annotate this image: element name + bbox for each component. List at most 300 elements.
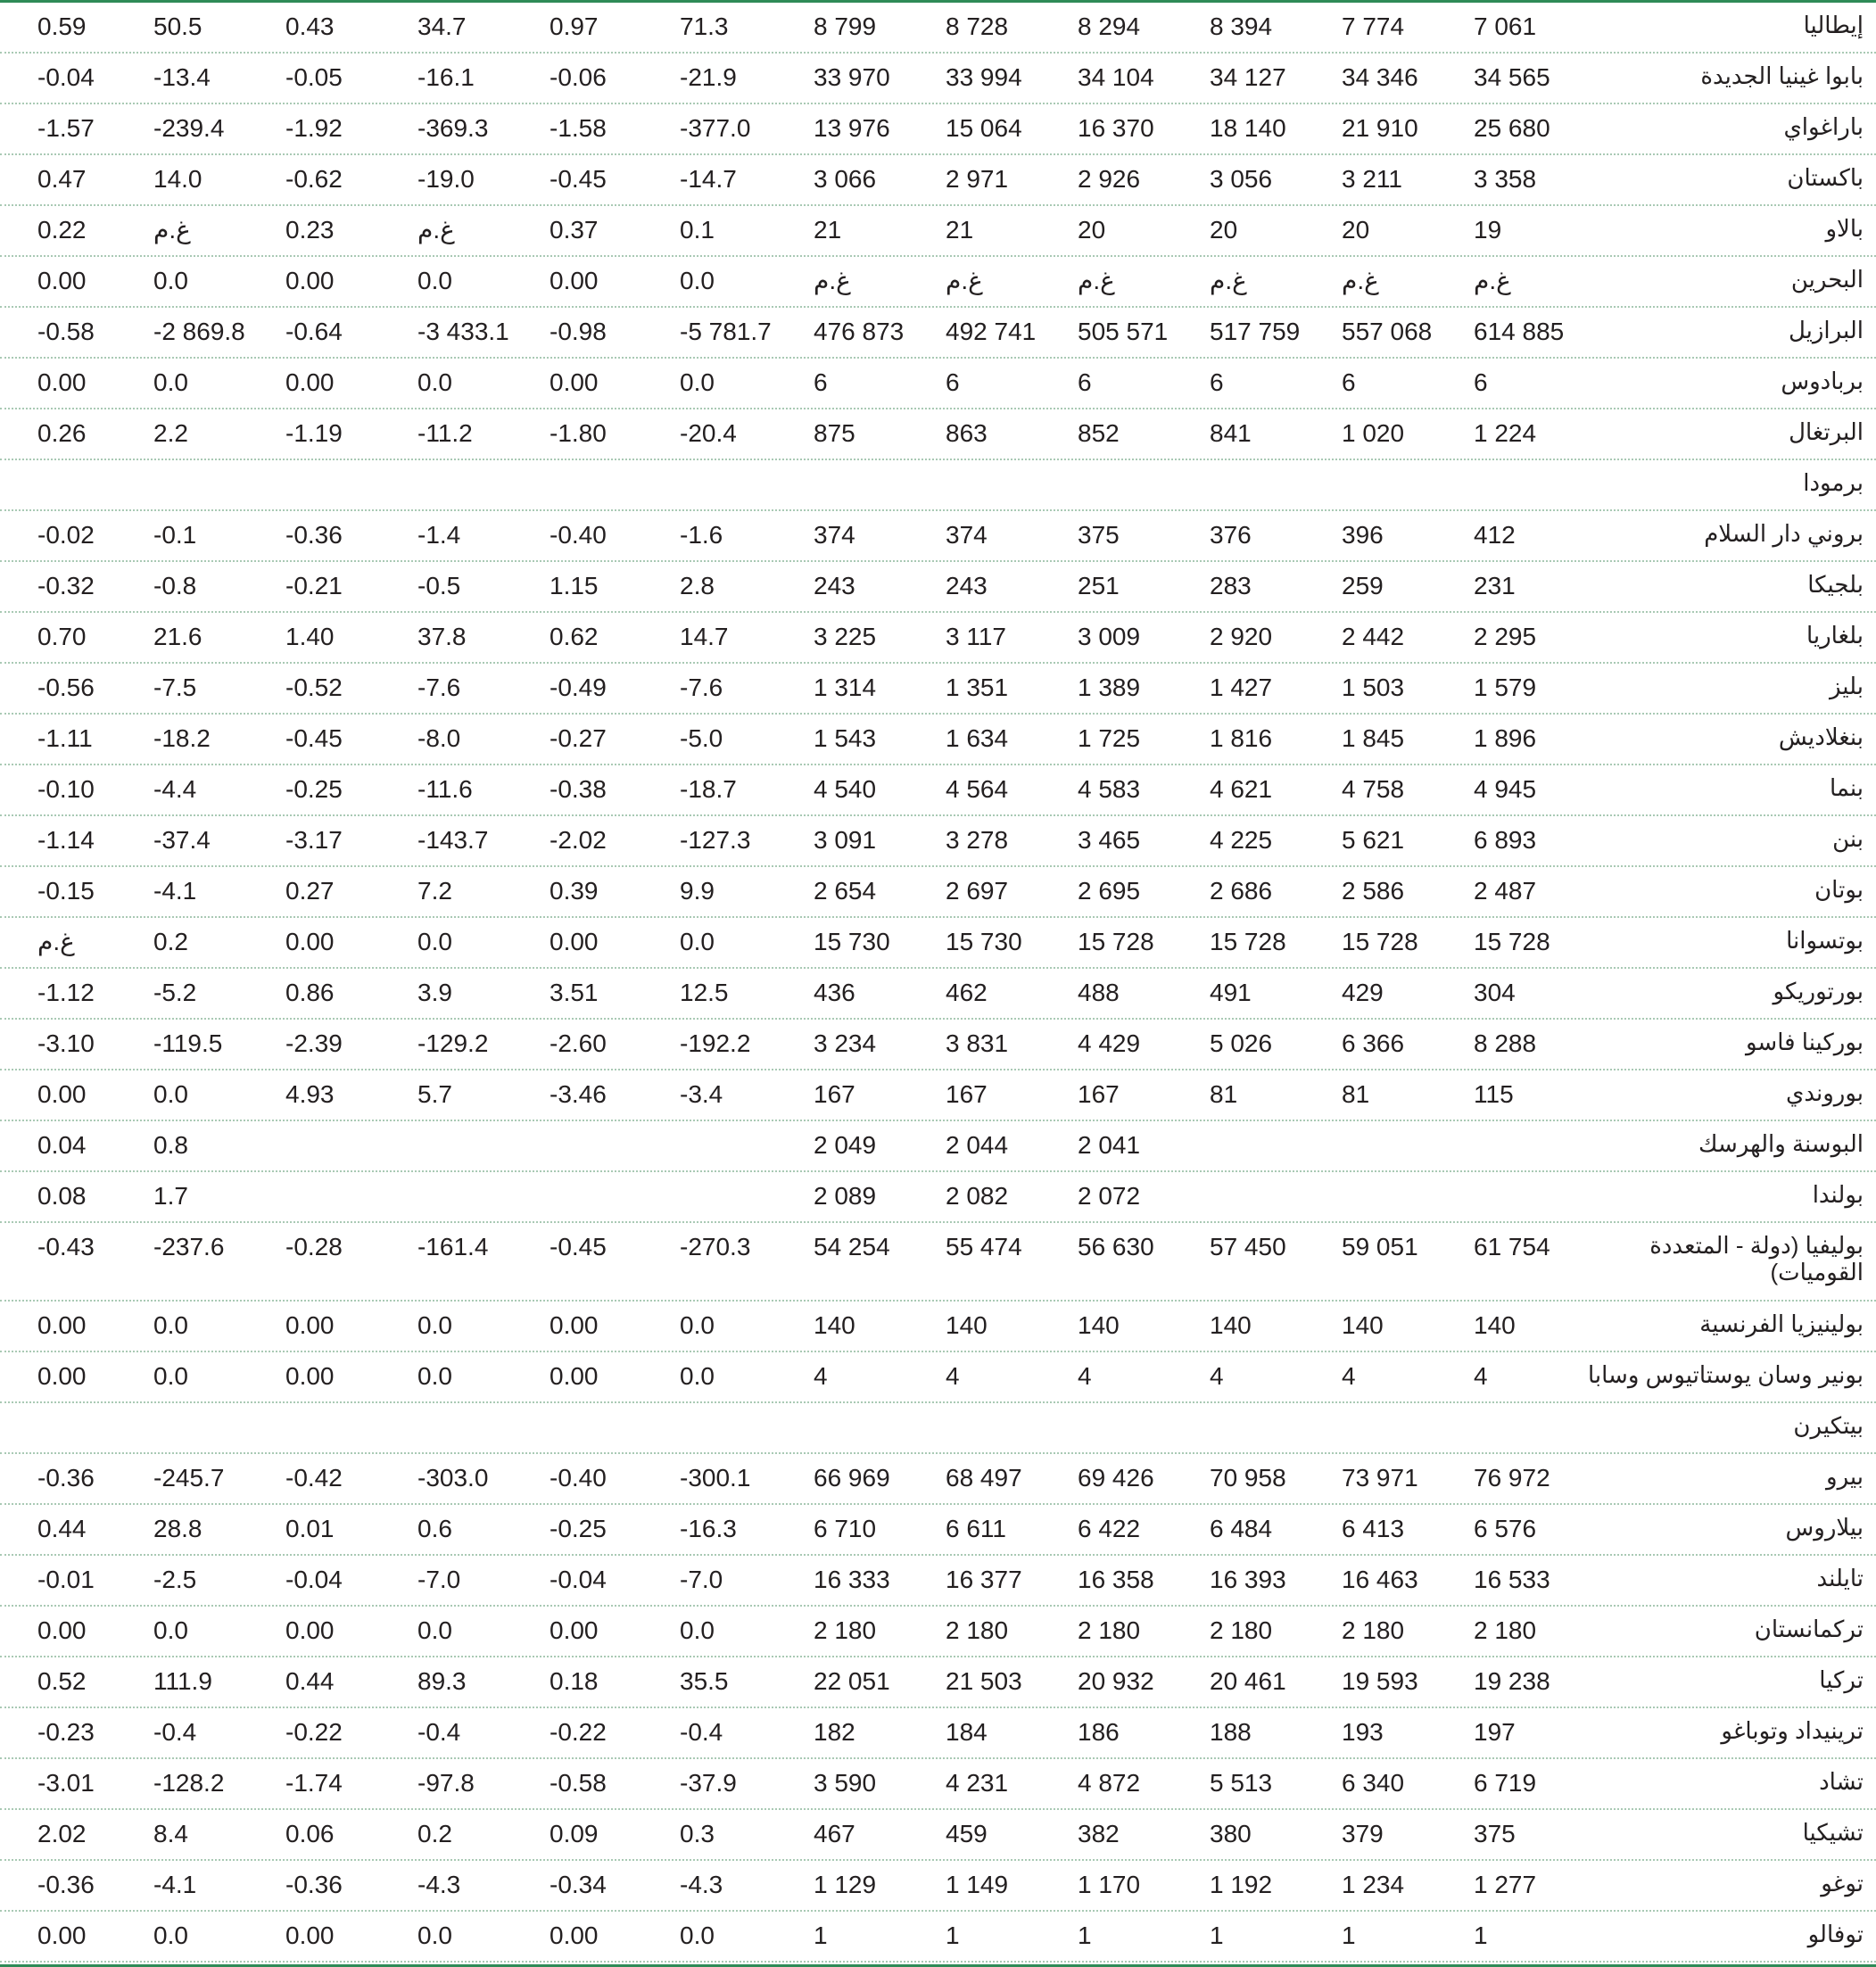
country-name: باكستان (1787, 164, 1864, 191)
table-row (0, 1223, 1876, 1302)
table-cell: -1.58 (550, 114, 607, 142)
table-cell: -0.64 (285, 318, 343, 345)
table-cell: 56 630 (1078, 1233, 1154, 1260)
table-cell: 0.27 (285, 877, 335, 905)
table-row (0, 664, 1876, 715)
table-cell: 0.26 (37, 419, 87, 447)
table-cell: 3.51 (550, 979, 599, 1006)
table-cell: -4.3 (417, 1871, 461, 1898)
table-cell: 492 741 (946, 318, 1037, 345)
table-cell: 4 (1078, 1362, 1092, 1390)
table-row (0, 359, 1876, 409)
table-cell: 0.1 (680, 216, 715, 244)
table-row (0, 511, 1876, 562)
table-cell: 2 686 (1210, 877, 1273, 905)
table-cell: 1.40 (285, 623, 335, 650)
table-row (0, 1810, 1876, 1861)
table-cell: -13.4 (153, 63, 211, 91)
table-cell: 12.5 (680, 979, 729, 1006)
table-cell: 1 192 (1210, 1871, 1273, 1898)
table-row (0, 1861, 1876, 1912)
table-cell: 6 (946, 368, 960, 396)
table-cell: 243 (814, 572, 855, 599)
table-cell: 2.02 (37, 1820, 87, 1847)
table-cell: 0.70 (37, 623, 87, 650)
table-cell: 6 366 (1342, 1029, 1405, 1057)
table-cell: -0.8 (153, 572, 197, 599)
table-cell: -7.6 (680, 674, 723, 701)
table-cell: 68 497 (946, 1464, 1022, 1492)
table-cell: 467 (814, 1820, 855, 1847)
table-cell: 4 (1342, 1362, 1356, 1390)
table-row (0, 1759, 1876, 1810)
table-cell: 459 (946, 1820, 988, 1847)
table-cell: 476 873 (814, 318, 905, 345)
table-cell: 3 465 (1078, 826, 1141, 854)
table-cell: 4 429 (1078, 1029, 1141, 1057)
table-cell: -0.36 (37, 1464, 95, 1492)
table-cell: 2 044 (946, 1131, 1009, 1159)
table-row (0, 104, 1876, 155)
table-cell: -0.25 (550, 1515, 607, 1542)
table-row (0, 715, 1876, 765)
table-cell: 2 697 (946, 877, 1009, 905)
table-row (0, 54, 1876, 104)
table-cell: 3 234 (814, 1029, 877, 1057)
table-cell: 16 370 (1078, 114, 1154, 142)
table-cell: 13 976 (814, 114, 890, 142)
country-name: بابوا غينيا الجديدة (1700, 62, 1864, 89)
table-cell: 412 (1474, 521, 1516, 549)
table-cell: 0.00 (550, 368, 599, 396)
table-cell: 0.8 (153, 1131, 188, 1159)
table-cell: -1.74 (285, 1769, 343, 1797)
table-cell: 140 (814, 1311, 855, 1339)
table-cell: -0.28 (285, 1233, 343, 1260)
table-row (0, 1121, 1876, 1172)
table-cell: -20.4 (680, 419, 737, 447)
table-cell: -3.10 (37, 1029, 95, 1057)
table-cell: -0.22 (550, 1718, 607, 1746)
table-cell: -0.52 (285, 674, 343, 701)
country-name: إيطاليا (1803, 12, 1864, 38)
table-cell: 6 484 (1210, 1515, 1273, 1542)
table-cell: 5 026 (1210, 1029, 1273, 1057)
table-cell: 5 513 (1210, 1769, 1273, 1797)
table-row (0, 308, 1876, 359)
table-cell: 22 051 (814, 1667, 890, 1695)
table-cell: -0.06 (550, 63, 607, 91)
table-cell: 0.0 (153, 1080, 188, 1108)
table-cell: 0.0 (680, 928, 715, 955)
table-cell: 15 730 (946, 928, 1022, 955)
table-cell: -0.34 (550, 1871, 607, 1898)
table-cell: -0.15 (37, 877, 95, 905)
table-cell: 379 (1342, 1820, 1384, 1847)
table-cell: 1 (1210, 1922, 1224, 1949)
table-cell: 59 051 (1342, 1233, 1418, 1260)
table-cell: 20 461 (1210, 1667, 1286, 1695)
table-cell: 15 728 (1210, 928, 1286, 955)
table-cell: 140 (1210, 1311, 1252, 1339)
table-cell: 73 971 (1342, 1464, 1418, 1492)
country-name: البرتغال (1789, 418, 1864, 445)
table-cell: 2.8 (680, 572, 715, 599)
table-cell: 0.00 (37, 368, 87, 396)
table-cell: 6 (1474, 368, 1488, 396)
table-cell: 3 091 (814, 826, 877, 854)
table-cell: 1 427 (1210, 674, 1273, 701)
table-row (0, 409, 1876, 460)
table-cell: -0.4 (153, 1718, 197, 1746)
table-cell: 0.00 (550, 1616, 599, 1644)
table-cell: -0.5 (417, 572, 461, 599)
table-cell: 1 503 (1342, 674, 1405, 701)
table-cell: 25 680 (1474, 114, 1550, 142)
table-cell: 283 (1210, 572, 1252, 599)
table-row (0, 1556, 1876, 1607)
table-cell: 4 540 (814, 775, 877, 803)
table-cell: -0.49 (550, 674, 607, 701)
table-cell: 0.23 (285, 216, 335, 244)
table-cell: غ.م (37, 928, 75, 955)
table-cell: -8.0 (417, 724, 461, 752)
table-cell: 0.43 (285, 12, 335, 40)
table-cell: 1 149 (946, 1871, 1009, 1898)
table-cell: 1 (946, 1922, 960, 1949)
table-cell: 2 926 (1078, 165, 1141, 193)
table-cell: 140 (1474, 1311, 1516, 1339)
table-cell: 193 (1342, 1718, 1384, 1746)
table-cell: 6 340 (1342, 1769, 1405, 1797)
table-cell: 1 634 (946, 724, 1009, 752)
table-cell: 2 695 (1078, 877, 1141, 905)
table-cell: 2 180 (1342, 1616, 1405, 1644)
table-cell: 0.00 (285, 1362, 335, 1390)
table-cell: 2 180 (1210, 1616, 1273, 1644)
table-cell: 21 (814, 216, 842, 244)
table-cell: 8 799 (814, 12, 877, 40)
table-cell: -4.4 (153, 775, 197, 803)
table-cell: -1.14 (37, 826, 95, 854)
table-cell: 0.37 (550, 216, 599, 244)
table-cell: 0.62 (550, 623, 599, 650)
table-cell: 0.3 (680, 1820, 715, 1847)
country-name: بوتسوانا (1786, 927, 1864, 954)
table-cell: -0.45 (550, 1233, 607, 1260)
table-cell: 0.00 (550, 928, 599, 955)
table-cell: 1 (1342, 1922, 1356, 1949)
table-cell: -127.3 (680, 826, 751, 854)
table-cell: -11.2 (417, 419, 473, 447)
table-cell: 0.18 (550, 1667, 599, 1695)
table-cell: -5.0 (680, 724, 723, 752)
table-cell: 1 129 (814, 1871, 877, 1898)
table-cell: 7.2 (417, 877, 452, 905)
table-cell: 167 (1078, 1080, 1120, 1108)
table-cell: -18.2 (153, 724, 211, 752)
table-cell: 188 (1210, 1718, 1252, 1746)
country-name: بورتوريكو (1773, 978, 1864, 1004)
table-cell: 0.44 (285, 1667, 335, 1695)
table-cell: 1 896 (1474, 724, 1537, 752)
table-cell: -3 433.1 (417, 318, 509, 345)
table-cell: 14.0 (153, 165, 202, 193)
table-cell: 0.0 (153, 267, 188, 294)
table-cell: 20 932 (1078, 1667, 1154, 1695)
country-name: ترينيداد وتوباغو (1721, 1717, 1864, 1744)
table-cell: 0.0 (153, 368, 188, 396)
table-cell: 16 377 (946, 1566, 1022, 1593)
table-cell: غ.م (1342, 267, 1379, 294)
table-row (0, 918, 1876, 969)
table-row (0, 155, 1876, 206)
table-cell: -3.17 (285, 826, 343, 854)
table-cell: 1 (1474, 1922, 1488, 1949)
table-row (0, 969, 1876, 1020)
table-cell: 1.15 (550, 572, 599, 599)
table-cell: 0.00 (37, 1362, 87, 1390)
table-cell: 8 288 (1474, 1029, 1537, 1057)
table-cell: 34.7 (417, 12, 467, 40)
table-cell: -0.22 (285, 1718, 343, 1746)
table-cell: 2 654 (814, 877, 877, 905)
table-cell: 0.0 (417, 1922, 452, 1949)
table-cell: 3 009 (1078, 623, 1141, 650)
country-name: باراغواي (1783, 113, 1864, 140)
table-cell: 374 (946, 521, 988, 549)
table-cell: 396 (1342, 521, 1384, 549)
table-cell: 4 758 (1342, 775, 1405, 803)
table-cell: -1.12 (37, 979, 95, 1006)
table-cell: 4 (1210, 1362, 1224, 1390)
country-name: البحرين (1790, 266, 1864, 293)
table-cell: غ.م (1078, 267, 1115, 294)
table-row (0, 1352, 1876, 1403)
table-cell: 251 (1078, 572, 1120, 599)
country-name: تشاد (1819, 1768, 1864, 1795)
table-cell: 875 (814, 419, 855, 447)
table-row (0, 1172, 1876, 1223)
country-name: بيتكيرن (1793, 1412, 1864, 1439)
table-cell: -18.7 (680, 775, 737, 803)
table-cell: غ.م (417, 216, 455, 244)
table-cell: 5.7 (417, 1080, 452, 1108)
country-name: بولينيزيا الفرنسية (1699, 1310, 1864, 1337)
table-cell: 614 885 (1474, 318, 1565, 345)
table-cell: -0.40 (550, 521, 607, 549)
table-cell: -2 869.8 (153, 318, 245, 345)
table-cell: 6 413 (1342, 1515, 1405, 1542)
table-row (0, 1403, 1876, 1454)
table-cell: 6 (814, 368, 828, 396)
table-cell: 89.3 (417, 1667, 467, 1695)
table-cell: 0.00 (550, 267, 599, 294)
table-cell: -7.5 (153, 674, 197, 701)
table-cell: 4 (1474, 1362, 1488, 1390)
country-name: بوركينا فاسو (1745, 1029, 1864, 1055)
table-cell: 54 254 (814, 1233, 890, 1260)
table-cell: 0.0 (153, 1362, 188, 1390)
table-row (0, 206, 1876, 257)
table-cell: 0.97 (550, 12, 599, 40)
table-cell: 4.93 (285, 1080, 335, 1108)
table-cell: 115 (1474, 1080, 1514, 1108)
table-cell: 4 225 (1210, 826, 1273, 854)
table-cell: 374 (814, 521, 855, 549)
table-cell: -0.05 (285, 63, 343, 91)
table-cell: 0.00 (37, 1311, 87, 1339)
country-name: بوتان (1814, 876, 1864, 903)
table-cell: 0.2 (153, 928, 188, 955)
table-cell: 0.00 (285, 368, 335, 396)
table-cell: -11.6 (417, 775, 473, 803)
table-cell: -3.4 (680, 1080, 723, 1108)
table-cell: -369.3 (417, 114, 489, 142)
table-row (0, 613, 1876, 664)
table-cell: -7.6 (417, 674, 461, 701)
table-cell: 6 611 (946, 1515, 1006, 1542)
table-cell: 3 590 (814, 1769, 877, 1797)
country-name: توغو (1821, 1870, 1864, 1897)
table-cell: -0.40 (550, 1464, 607, 1492)
table-cell: 15 728 (1474, 928, 1550, 955)
table-cell: 3 056 (1210, 165, 1273, 193)
table-cell: 7 774 (1342, 12, 1405, 40)
table-cell: -303.0 (417, 1464, 489, 1492)
table-cell: -0.02 (37, 521, 95, 549)
table-cell: 1.7 (153, 1182, 188, 1210)
table-row (0, 257, 1876, 308)
table-cell: 2 180 (814, 1616, 877, 1644)
table-cell: 6 422 (1078, 1515, 1141, 1542)
table-cell: 16 463 (1342, 1566, 1418, 1593)
table-cell: 34 346 (1342, 63, 1418, 91)
country-name: بروني دار السلام (1704, 520, 1864, 547)
table-cell: 3 066 (814, 165, 877, 193)
table-cell: 8 728 (946, 12, 1009, 40)
table-cell: 21.6 (153, 623, 202, 650)
table-cell: 304 (1474, 979, 1516, 1006)
table-row (0, 1607, 1876, 1657)
table-cell: 375 (1474, 1820, 1516, 1847)
table-cell: -128.2 (153, 1769, 225, 1797)
table-row (0, 1020, 1876, 1070)
table-cell: 0.0 (680, 267, 715, 294)
table-cell: 2.2 (153, 419, 188, 447)
table-cell: 0.06 (285, 1820, 335, 1847)
table-cell: -1.6 (680, 521, 723, 549)
table-cell: 0.39 (550, 877, 599, 905)
table-cell: 184 (946, 1718, 988, 1746)
table-cell: 140 (946, 1311, 988, 1339)
table-cell: 375 (1078, 521, 1120, 549)
table-cell: 20 (1078, 216, 1106, 244)
table-cell: -3.46 (550, 1080, 607, 1108)
table-cell: -1.92 (285, 114, 343, 142)
table-cell: 462 (946, 979, 988, 1006)
table-cell: 6 576 (1474, 1515, 1537, 1542)
table-cell: 4 564 (946, 775, 1009, 803)
table-cell: 16 393 (1210, 1566, 1286, 1593)
table-cell: -1.80 (550, 419, 607, 447)
table-cell: 243 (946, 572, 988, 599)
table-cell: 4 583 (1078, 775, 1141, 803)
table-cell: 1 845 (1342, 724, 1405, 752)
table-cell: 34 565 (1474, 63, 1550, 91)
table-cell: -0.36 (285, 521, 343, 549)
table-cell: -4.1 (153, 877, 197, 905)
table-row (0, 3, 1876, 54)
table-cell: 15 728 (1342, 928, 1418, 955)
table-cell: 16 533 (1474, 1566, 1550, 1593)
table-cell: 66 969 (814, 1464, 890, 1492)
table-cell: 2 487 (1474, 877, 1537, 905)
table-cell: 0.0 (417, 1362, 452, 1390)
table-cell: 0.0 (680, 1616, 715, 1644)
table-cell: -0.36 (37, 1871, 95, 1898)
table-cell: 0.44 (37, 1515, 87, 1542)
table-cell: 1 389 (1078, 674, 1141, 701)
table-cell: 6 (1210, 368, 1224, 396)
table-cell: 8 394 (1210, 12, 1273, 40)
table-cell: 0.0 (153, 1311, 188, 1339)
table-cell: 0.00 (285, 1616, 335, 1644)
country-name: بوروندي (1785, 1079, 1864, 1106)
table-cell: 1 277 (1474, 1871, 1537, 1898)
table-cell: -2.39 (285, 1029, 343, 1057)
table-cell: 4 (946, 1362, 960, 1390)
table-cell: 16 333 (814, 1566, 890, 1593)
table-cell: -2.02 (550, 826, 607, 854)
country-name: بنغلاديش (1778, 723, 1864, 750)
table-cell: 2 180 (1078, 1616, 1141, 1644)
table-cell: -1.57 (37, 114, 95, 142)
table-cell: 167 (814, 1080, 855, 1108)
table-cell: 1 (814, 1922, 828, 1949)
table-cell: -0.04 (37, 63, 95, 91)
country-name: تركيا (1819, 1666, 1864, 1693)
table-cell: 2 295 (1474, 623, 1537, 650)
table-cell: 0.00 (550, 1362, 599, 1390)
table-cell: 2 180 (1474, 1616, 1537, 1644)
table-cell: 0.0 (417, 928, 452, 955)
table-cell: 111.9 (153, 1667, 212, 1695)
country-name: بنما (1829, 774, 1864, 801)
table-row (0, 867, 1876, 918)
table-row (0, 816, 1876, 867)
table-cell: 0.0 (153, 1922, 188, 1949)
table-cell: 1 314 (814, 674, 877, 701)
table-cell: 0.00 (37, 1922, 87, 1949)
table-cell: 376 (1210, 521, 1252, 549)
table-cell: 8.4 (153, 1820, 188, 1847)
table-cell: 2 049 (814, 1131, 877, 1159)
table-cell: -239.4 (153, 114, 225, 142)
table-cell: -16.1 (417, 63, 475, 91)
table-cell: -37.4 (153, 826, 211, 854)
table-cell: 6 719 (1474, 1769, 1537, 1797)
table-cell: 3 278 (946, 826, 1009, 854)
table-cell: 0.0 (680, 1311, 715, 1339)
table-cell: -0.58 (37, 318, 95, 345)
table-cell: 197 (1474, 1718, 1516, 1746)
table-cell: -245.7 (153, 1464, 225, 1492)
table-cell: 1 725 (1078, 724, 1141, 752)
table-cell: 3 831 (946, 1029, 1009, 1057)
table-cell: 167 (946, 1080, 988, 1108)
table-cell: -0.42 (285, 1464, 343, 1492)
